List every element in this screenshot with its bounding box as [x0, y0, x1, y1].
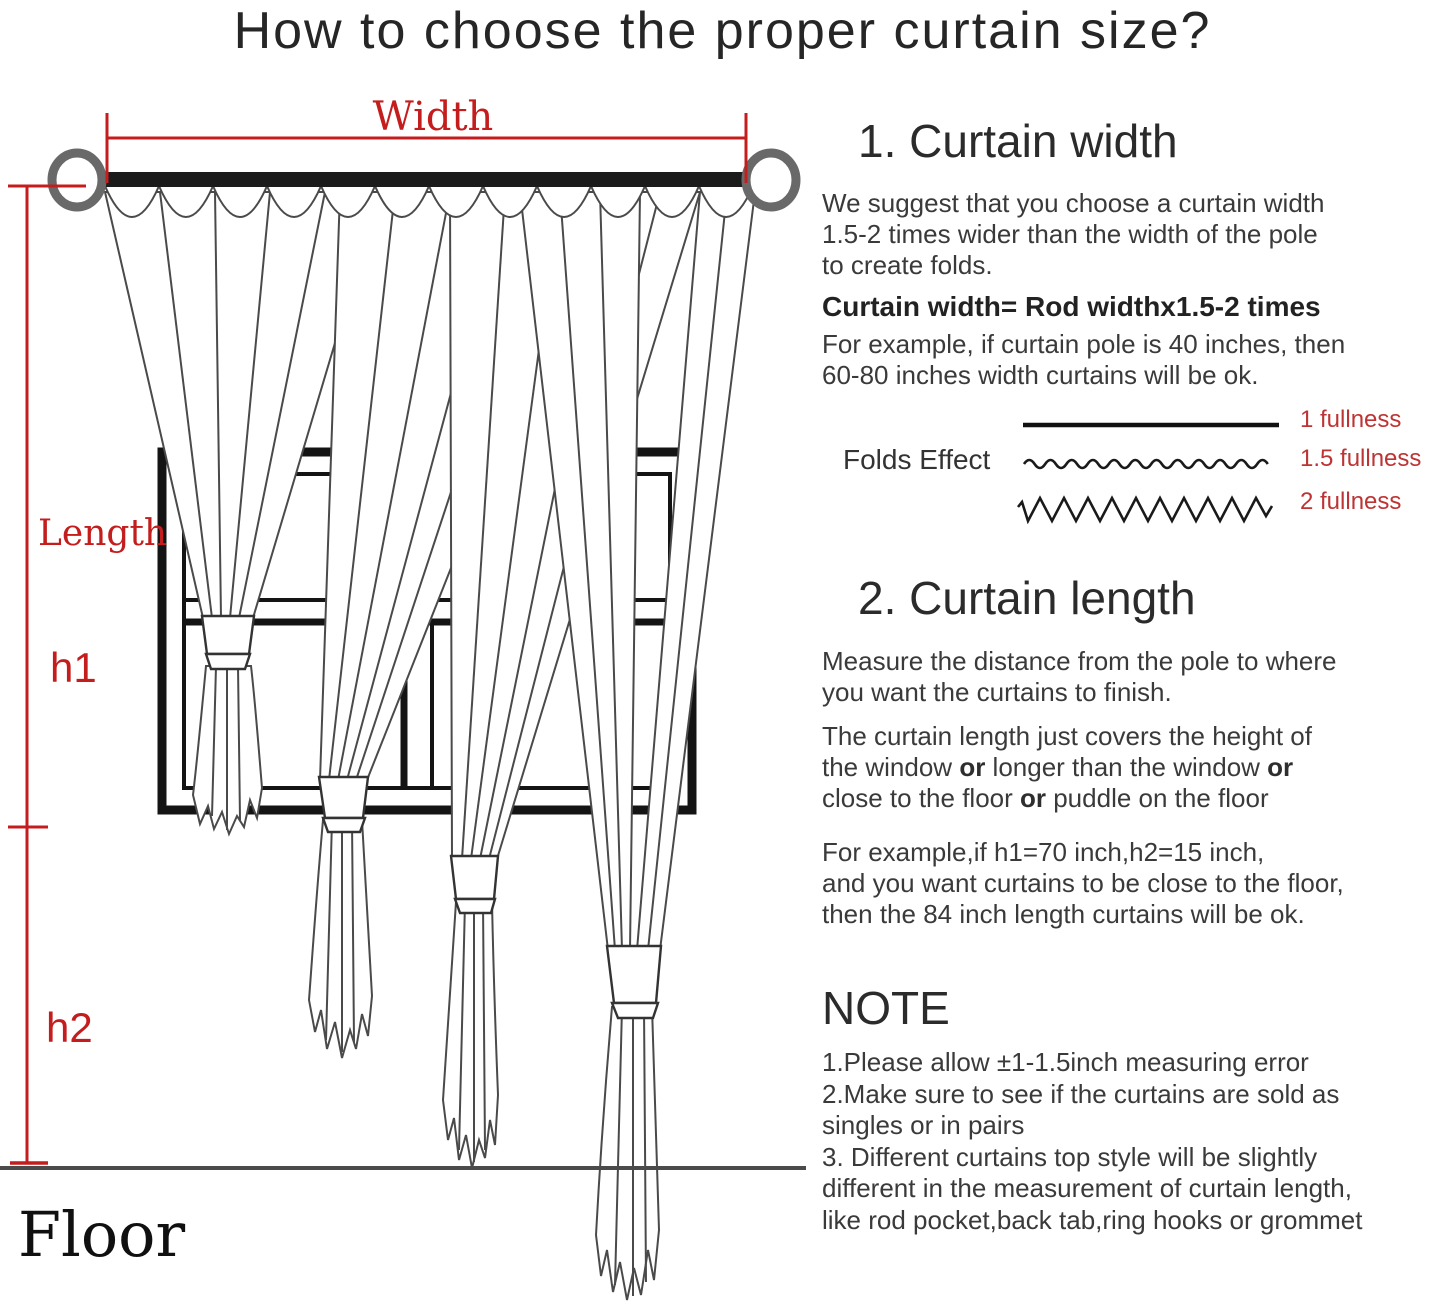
section-length-heading: 2. Curtain length: [858, 572, 1196, 624]
note-list: [822, 1047, 1445, 1236]
length-paragraph-1: [822, 646, 1442, 708]
section-width-heading: 1. Curtain width: [858, 115, 1178, 167]
curtain-tail-4: [596, 1007, 659, 1300]
note-line: like rod pocket,back tab,ring hooks or grommet: [822, 1204, 1363, 1235]
curtain-tail-3: [443, 902, 498, 1168]
curtain-tail-2: [309, 820, 372, 1058]
curtain-rod: [90, 172, 758, 187]
text-line: For example,if h1=70 inch,h2=15 inch,: [822, 837, 1265, 867]
length-paragraph-2: [822, 721, 1445, 814]
tieback-band-4: [607, 946, 661, 1018]
note-line: 3. Different curtains top style will be slightly: [822, 1141, 1318, 1172]
text-line: and you want curtains to be close to the floor,: [822, 868, 1344, 898]
or-emphasis: or: [959, 752, 986, 782]
text-line: 1.5-2 times wider than the width of the pole: [822, 219, 1318, 249]
fullness-1-line-icon: [1021, 415, 1281, 435]
text-segment: the window: [822, 752, 960, 782]
or-emphasis: or: [1020, 783, 1046, 813]
width-paragraph-1: [822, 188, 1442, 281]
width-paragraph-2: [822, 329, 1442, 391]
fullness-1-5-wave-icon: [1021, 453, 1281, 473]
curtain-ring-left-icon: [52, 153, 102, 207]
h1-label: h1: [50, 644, 97, 691]
page-title: How to choose the proper curtain size?: [233, 2, 1212, 60]
text-line: We suggest that you choose a curtain width: [822, 188, 1325, 218]
text-line: to create folds.: [822, 250, 993, 280]
width-label: Width: [372, 94, 494, 140]
curtain-bunch-4: [520, 192, 755, 1300]
text-line: [822, 783, 1445, 814]
note-heading: NOTE: [822, 982, 950, 1034]
text-segment: puddle on the floor: [1046, 783, 1269, 813]
h2-label: h2: [46, 1004, 93, 1051]
tieback-band-2: [319, 777, 368, 832]
length-label: Length: [38, 513, 168, 554]
text-line: 60-80 inches width curtains will be ok.: [822, 360, 1259, 390]
fullness-1-label: 1 fullness: [1300, 406, 1402, 433]
note-line: 2.Make sure to see if the curtains are sold as: [822, 1078, 1340, 1109]
note-line: singles or in pairs: [822, 1110, 1025, 1140]
text-segment: close to the floor: [822, 783, 1020, 813]
text-segment: longer than the window: [985, 752, 1268, 782]
text-line: [822, 752, 1445, 783]
text-line: For example, if curtain pole is 40 inches, then: [822, 329, 1346, 359]
note-line: different in the measurement of curtain length,: [822, 1173, 1352, 1203]
text-line: The curtain length just covers the height of: [822, 721, 1312, 751]
floor-label: Floor: [18, 1198, 186, 1271]
note-line: 1.Please allow ±1-1.5inch measuring error: [822, 1047, 1309, 1077]
length-paragraph-3: [822, 837, 1445, 930]
text-line: Measure the distance from the pole to where: [822, 646, 1337, 676]
text-line: you want the curtains to finish.: [822, 677, 1172, 707]
text-line: then the 84 inch length curtains will be ok.: [822, 899, 1305, 929]
curtain-ring-right-icon: [746, 153, 796, 207]
tieback-band-1: [202, 616, 254, 669]
or-emphasis: or: [1267, 752, 1294, 782]
fullness-2-zigzag-icon: [1016, 494, 1282, 524]
tieback-band-3: [451, 856, 498, 913]
curtain-width-formula: Curtain width= Rod widthx1.5-2 times: [822, 291, 1321, 322]
folds-effect-label: Folds Effect: [843, 444, 991, 475]
fullness-1-5-label: 1.5 fullness: [1300, 445, 1422, 472]
fullness-2-label: 2 fullness: [1300, 488, 1402, 515]
